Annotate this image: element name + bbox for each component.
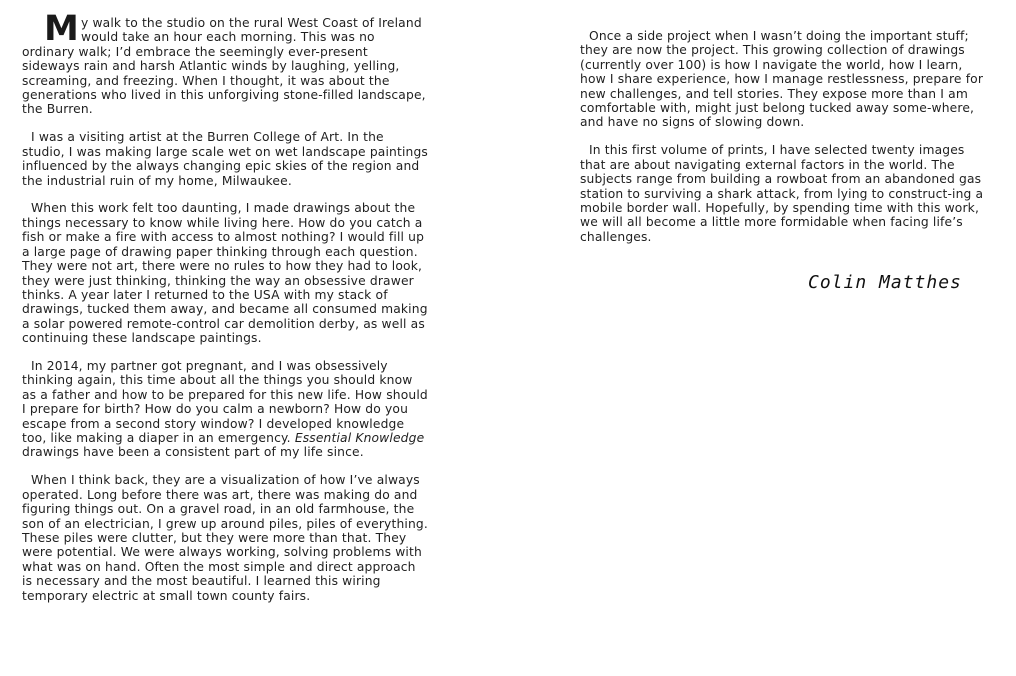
drop-cap: M xyxy=(44,9,79,49)
paragraph-2: I was a visiting artist at the Burren College of Art. In the studio, I was making large scale wet on wet landscape paintings influenced by the always changing epic skies of the region and the industrial ruin of my home, Milwaukee. xyxy=(22,130,428,188)
paragraph-4-text: In 2014, my partner got pregnant, and I was obsessively thinking again, this time about all the things you should know as a father and how to be prepared for this new life. How should I prepare for birth? How do you calm a newborn? How do you escape from a second story window? I developed knowledge too, like making a diaper in an emergency. xyxy=(22,359,428,446)
signature xyxy=(808,272,978,306)
left-page xyxy=(0,0,500,676)
paragraph-4 xyxy=(22,359,428,460)
right-page xyxy=(508,0,1016,676)
paragraph-5: When I think back, they are a visualization of how I’ve always operated. Long before there was art, there was making do and figuring things out. On a gravel road, in an old farmhouse, the son of an electrician, I grew up around piles, piles of everything. These piles were clutter, but they were more than that. They were potential. We were always working, solving problems with what was on hand. Often the most simple and direct approach is necessary and the most beautiful. I learned this wiring temporary electric at small town county fairs. xyxy=(22,473,428,603)
right-text-column xyxy=(580,29,992,258)
paragraph-3: When this work felt too daunting, I made drawings about the things necessary to know while living here. How do you catch a fish or make a fire with access to almost nothing? I would fill up a large page of drawing paper thinking through each question. They were not art, there were no rules to how they had to look, they were just thinking, thinking the way an obsessive drawer thinks. A year later I returned to the USA with my stack of drawings, tucked them away, and became all consumed making a solar powered remote-control car demolition derby, as well as continuing these landscape paintings. xyxy=(22,201,428,346)
paragraph-1 xyxy=(22,9,428,117)
paragraph-6: Once a side project when I wasn’t doing the important stuff; they are now the project. This growing collection of drawings (currently over 100) is how I navigate the world, how I learn, how I share experience, how I manage restlessness, prepare for new challenges, and tell stories. They expose more than I am comfortable with, might just belong tucked away some-where, and have no signs of slowing down. xyxy=(580,29,984,130)
signature-text: Colin Matthes xyxy=(808,272,962,293)
left-text-column xyxy=(22,9,428,617)
paragraph-1-text: y walk to the studio on the rural West Coast of Ireland would take an hour each morning. This was no ordinary walk; I’d embrace the seemingly ever-present sideways rain and harsh Atlantic winds by laughing, yelling, screaming, and freezing. When I thought, it was about the generations who lived in this unforgiving stone-filled landscape, the Burren. xyxy=(22,16,426,117)
paragraph-7: In this first volume of prints, I have selected twenty images that are about navigating external factors in the world. The subjects range from building a rowboat from an abandoned gas station to surviving a shark attack, from lying to construct-ing a mobile border wall. Hopefully, by spending time with this work, we will all become a little more formidable when facing life’s challenges. xyxy=(580,143,984,244)
essential-knowledge-title: Essential Knowledge xyxy=(294,431,425,446)
paragraph-4-tail: drawings have been a consistent part of my life since. xyxy=(22,445,364,460)
